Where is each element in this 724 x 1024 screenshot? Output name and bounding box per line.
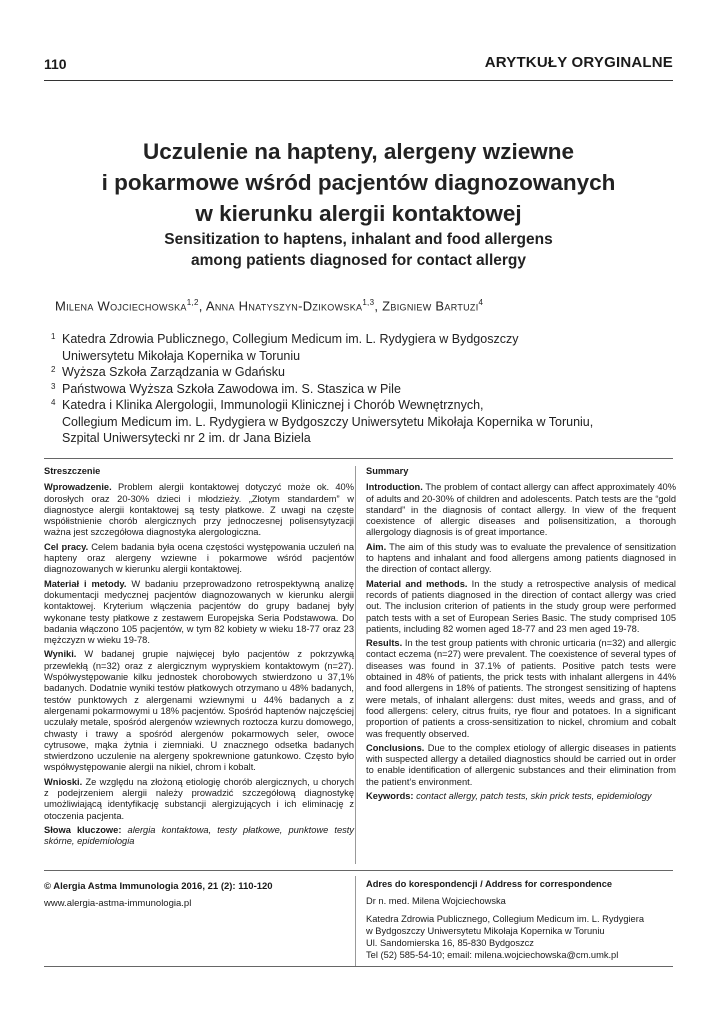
page-number: 110 xyxy=(44,56,67,72)
paragraph-text: Ze względu na złożoną etiologię chorób alergicznych, u chorych z podejrzeniem alergii należy prowadzić szczegółową diagnostykę umożliwiającą identyfikację substancji alergizujących i ich eliminację z otoczenia pacjenta. xyxy=(44,776,354,821)
paragraph-label: Cel pracy. xyxy=(44,541,89,552)
affiliation-line: Collegium Medicum im. L. Rydygiera w Bydgoszczy Uniwersytetu Mikołaja Kopernika w Toruniu, xyxy=(62,414,594,429)
abstract-polish xyxy=(44,466,354,851)
paragraph-label: Wprowadzenie. xyxy=(44,482,112,493)
title-english-line: among patients diagnosed for contact allergy xyxy=(190,252,527,269)
keywords-english xyxy=(366,791,676,802)
title-english-line: Sensitization to haptens, inhalant and food allergens xyxy=(164,231,553,248)
affiliation-line: Uniwersytetu Mikołaja Kopernika w Toruniu xyxy=(62,348,301,363)
correspondence-block xyxy=(366,878,676,961)
paragraph-label: Introduction. xyxy=(366,482,423,493)
running-header xyxy=(44,56,673,81)
author-name: Anna Hnatyszyn-Dzikowska xyxy=(205,298,363,314)
affiliation-item xyxy=(51,331,593,364)
affiliation-item xyxy=(51,381,593,398)
keywords-text: alergia kontaktowa, testy płatkowe, punktowe testy skórne, epidemiologia xyxy=(44,824,354,847)
abstract-paragraph xyxy=(366,743,676,788)
affiliation-list xyxy=(51,331,593,447)
author-affiliation-marker: 4 xyxy=(478,298,484,307)
author-list: Milena Wojciechowska$^{1,2}$, Anna Hnatyszyn-Dzikowska$^{1,3}$, Zbigniew Bartuzi$^4$ xyxy=(55,298,484,314)
author-name: Zbigniew Bartuzi xyxy=(382,298,479,314)
paragraph-label: Aim. xyxy=(366,541,387,552)
footer-top-rule xyxy=(44,870,673,871)
title-english xyxy=(44,229,673,271)
affiliation-number: 1 xyxy=(51,332,56,341)
correspondence-heading: Adres do korespondencji / Address for correspondence xyxy=(366,879,613,889)
column-divider xyxy=(355,466,356,864)
paragraph-text: In the study a retrospective analysis of medical records of patients diagnosed in the direction of contact allergy was cried out. The inclusion criterion of patients in the study group were performed patch tests with a set of European Series Basic. The study comprised 105 patients, including 82 women aged 18-77 and 23 men aged 19-78. xyxy=(366,578,676,634)
abstract-paragraph xyxy=(44,579,354,647)
correspondence-contact: Tel (52) 585-54-10; email: milena.wojciechowska@cm.umk.pl xyxy=(366,950,619,960)
keywords-label: Słowa kluczowe: xyxy=(44,824,122,835)
correspondence-line: w Bydgoszczy Uniwersytetu Mikołaja Kopernika w Toruniu xyxy=(366,926,605,936)
paragraph-text: W badaniu przeprowadzono retrospektywną analizę dokumentacji medycznej pacjentów diagnozowanych w kierunku alergii kontaktowej. Kryterium włączenia pacjentów do grupy badanej były wykonane testy płatkowe z zestawem Europejska Seria Podstawowa. Do badania włączono 105 pacjentów, w tym 82 kobiety w wieku 18-77 oraz 23 mężczyzn w wieku 19-78. xyxy=(44,578,354,646)
paragraph-text: Problem alergii kontaktowej dotyczyć może ok. 40% dorosłych oraz 20-30% dzieci i młodzieży. „Złotym standardem” w diagnostyce alergii kontaktowej są testy płatkowe. Z uwagi na częste współistnienie chorób alergicznych przy jednoczesnej polisensytyzacji ważna jest szczegółowa diagnostyka alergologiczna. xyxy=(44,482,354,538)
paragraph-text: The problem of contact allergy can affect approximately 40% of adults and 20-30% of children and adolescents. Patch tests are the “gold standard” in the diagnosis of contact allergy. In view of the frequent coexistence of allergic diseases and polisensitization, a thorough allergology diagnosis is of great importance. xyxy=(366,482,676,538)
paragraph-label: Materiał i metody. xyxy=(44,578,127,589)
affiliation-number: 3 xyxy=(51,381,56,391)
paragraph-text: The aim of this study was to evaluate the prevalence of sensitization to haptens and inhalant and food allergens among patients diagnosed in the direction of contact allergy. xyxy=(366,541,676,575)
footer-divider xyxy=(355,876,356,966)
journal-citation: © Alergia Astma Immunologia 2016, 21 (2): 110-120 xyxy=(44,881,273,892)
abstract-paragraph xyxy=(366,542,676,576)
paragraph-text: Due to the complex etiology of allergic diseases in patients with suspected allergy a detailed diagnostics should be carried out in order to enable identification of allergenic substances and their elimination from the patient’s environment. xyxy=(366,742,676,787)
author-name: Milena Wojciechowska xyxy=(55,298,187,314)
affiliation-line: Katedra Zdrowia Publicznego, Collegium Medicum im. L. Rydygiera w Bydgoszczy xyxy=(62,332,519,346)
affiliation-number: 2 xyxy=(51,365,56,374)
affiliation-item xyxy=(51,397,593,447)
affiliation-line: Szpital Uniwersytecki nr 2 im. dr Jana Biziela xyxy=(62,431,311,445)
keywords-text: contact allergy, patch tests, skin prick tests, epidemiology xyxy=(413,791,652,802)
paragraph-text: Celem badania była ocena częstości występowania uczuleń na hapteny oraz alergeny wziewne i pokarmowe wśród pacjentów diagnozowanych w kierunku alergii kontaktowej. xyxy=(44,541,354,575)
keywords-label: Keywords: xyxy=(366,791,414,802)
correspondence-line: Ul. Sandomierska 16, 85-830 Bydgoszcz xyxy=(366,938,534,948)
affiliation-line: Katedra i Klinika Alergologii, Immunologii Klinicznej i Chorób Wewnętrznych, xyxy=(62,398,484,412)
title-polish-line: w kierunku alergii kontaktowej xyxy=(195,201,522,226)
affiliation-line: Państwowa Wyższa Szkoła Zawodowa im. S. Staszica w Pile xyxy=(62,381,401,396)
author-affiliation-marker: 1,2 xyxy=(186,298,199,307)
abstract-polish-heading: Streszczenie xyxy=(44,466,101,476)
paragraph-text: In the test group patients with chronic urticaria (n=32) and allergic contact eczema (n=27) were prevalent. The coexistence of several types of diseases was found in 37.1% of patients. Positive patch tests were obtained in 48% of patients, the prick tests with inhalant allergens in 44% and food allergens in 18% of patients. The strongest sensitizing of haptens were metals, of inhalant allergens: dust mites, weeds and grass, and of food allergens: celery, citrus fruits, rye flour and potatoes. In a significant proportion of patients a cross-sensitization to nickel, chromium and cobalt was frequently observed. xyxy=(366,638,676,739)
bottom-rule xyxy=(44,966,673,967)
journal-website-link[interactable]: www.alergia-astma-immunologia.pl xyxy=(44,898,192,909)
paragraph-text: W badanej grupie najwięcej było pacjentów z pokrzywką przewlekłą (n=32) oraz z alergicznym wypryskiem kontaktowym (n=27). Współwystępowanie kilku jednostek chorobowych stwierdzono u 37,1% badanych. Dodatnie wyniki testów płatkowych otrzymano u 48% badanych, testów punktowych z alergenami wziewnymi u 44% badanych a z alergenami pokarmowymi u 18% pacjentów. Spośród haptenów najczęściej uczulały metale, spośród alergenów wziewnych roztocza kurzu domowego, chwasty i trawy a spośród alergenów pokarmowych seler, owoce cytrusowe, mąka żytnia i ziemniaki. U znacznego odsetka badanych stwierdzono uczulenie na alergeny spokrewnione gatunkowo. Często było współwystępowanie alergii na nikiel, chrom i kobalt. xyxy=(44,649,354,773)
abstract-english xyxy=(366,466,676,805)
paragraph-label: Results. xyxy=(366,638,403,649)
affiliation-item xyxy=(51,364,593,381)
abstract-paragraph xyxy=(44,777,354,822)
correspondence-line: Katedra Zdrowia Publicznego, Collegium Medicum im. L. Rydygiera xyxy=(366,914,644,924)
section-label: ARYTKUŁY ORYGINALNE xyxy=(484,54,673,71)
author-affiliation-marker: 1,3 xyxy=(362,298,375,307)
affiliation-line: Wyższa Szkoła Zarządzania w Gdańsku xyxy=(62,365,285,379)
keywords-polish xyxy=(44,825,354,848)
abstract-paragraph xyxy=(366,482,676,538)
correspondence-name: Dr n. med. Milena Wojciechowska xyxy=(366,896,506,906)
abstract-paragraph xyxy=(44,649,354,773)
paragraph-label: Wyniki. xyxy=(44,649,77,660)
paragraph-label: Material and methods. xyxy=(366,578,468,589)
abstract-paragraph xyxy=(44,482,354,538)
affiliation-number: 4 xyxy=(51,398,56,407)
paragraph-label: Conclusions. xyxy=(366,742,425,753)
abstract-english-heading: Summary xyxy=(366,466,409,476)
abstract-paragraph xyxy=(44,542,354,576)
title-polish-line: Uczulenie na hapteny, alergeny wziewne xyxy=(143,139,574,164)
paragraph-label: Wnioski. xyxy=(44,776,83,787)
abstract-paragraph xyxy=(366,579,676,635)
title-polish-line: i pokarmowe wśród pacjentów diagnozowanych xyxy=(101,170,616,195)
journal-info xyxy=(44,878,273,912)
title-polish xyxy=(44,136,673,229)
abstract-top-rule xyxy=(44,458,673,459)
abstract-paragraph xyxy=(366,638,676,740)
